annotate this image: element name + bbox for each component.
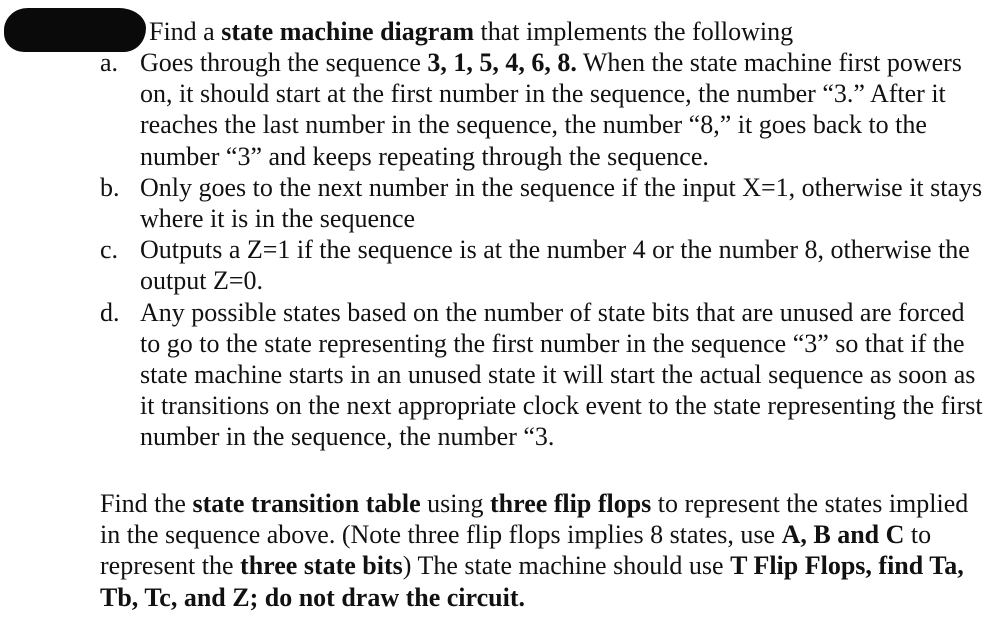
- requirement-b-text: Only goes to the next number in the sequence if the input X=1, otherwise it stays where it is in the sequence: [140, 172, 983, 234]
- list-marker-b: b.: [100, 172, 120, 202]
- requirement-a: [100, 47, 990, 172]
- sequence-values: 3, 1, 5, 4, 6, 8.: [427, 48, 577, 77]
- requirement-a-text-2: When the state machine first powers on, it should start at the first number in the sequence, the number “3.” After it reaches the last number in the sequence, the number “8,” it goes back to the number “3” and keeps repeating through the sequence.: [140, 48, 962, 171]
- task-text-5: ) The state machine should use: [402, 551, 731, 581]
- task-text-1: Find the: [100, 489, 193, 518]
- intro-text-2: that implements the following: [473, 17, 794, 46]
- intro-bold-term: state machine diagram: [221, 17, 474, 46]
- requirement-a-text-1: Goes through the sequence: [140, 48, 428, 77]
- task-bold-4: three state bits: [240, 551, 403, 581]
- requirement-b: [100, 172, 990, 234]
- requirement-c-text: Outputs a Z=1 if the sequence is at the number 4 or the number 8, otherwise the output Z=0.: [140, 235, 970, 296]
- list-marker-d: d.: [100, 297, 120, 327]
- task-bold-2: three flip flops: [490, 489, 652, 518]
- list-marker-c: c.: [100, 235, 119, 265]
- requirement-d: [100, 297, 990, 453]
- intro-text-1: Find a: [149, 17, 222, 46]
- task-paragraph: [100, 488, 980, 613]
- redaction-mark: [4, 8, 146, 52]
- requirement-c: [100, 234, 990, 296]
- task-text-4: to represent the: [100, 520, 932, 581]
- requirements-list: [100, 47, 990, 453]
- task-text-2: using: [420, 489, 490, 518]
- task-bold-5: T Flip Flops, find Ta, Tb, Tc, and Z; do not draw the circuit.: [100, 551, 964, 612]
- task-text-3: to represent the states implied in the sequence above. (Note three flip flops implies 8 states, use: [100, 489, 969, 550]
- task-bold-3: A, B and C: [781, 520, 905, 550]
- task-bold-1: state transition table: [192, 489, 421, 518]
- list-marker-a: a.: [100, 48, 119, 77]
- requirement-d-text: Any possible states based on the number of state bits that are unused are forced to go to the state representing the first number in the sequence “3” so that if the state machine starts in an unused state it will start the actual sequence as soon as it transitions on the next appropriate clock event to the state representing the first number in the sequence, the number “3.: [140, 297, 983, 452]
- intro-line: [149, 16, 793, 47]
